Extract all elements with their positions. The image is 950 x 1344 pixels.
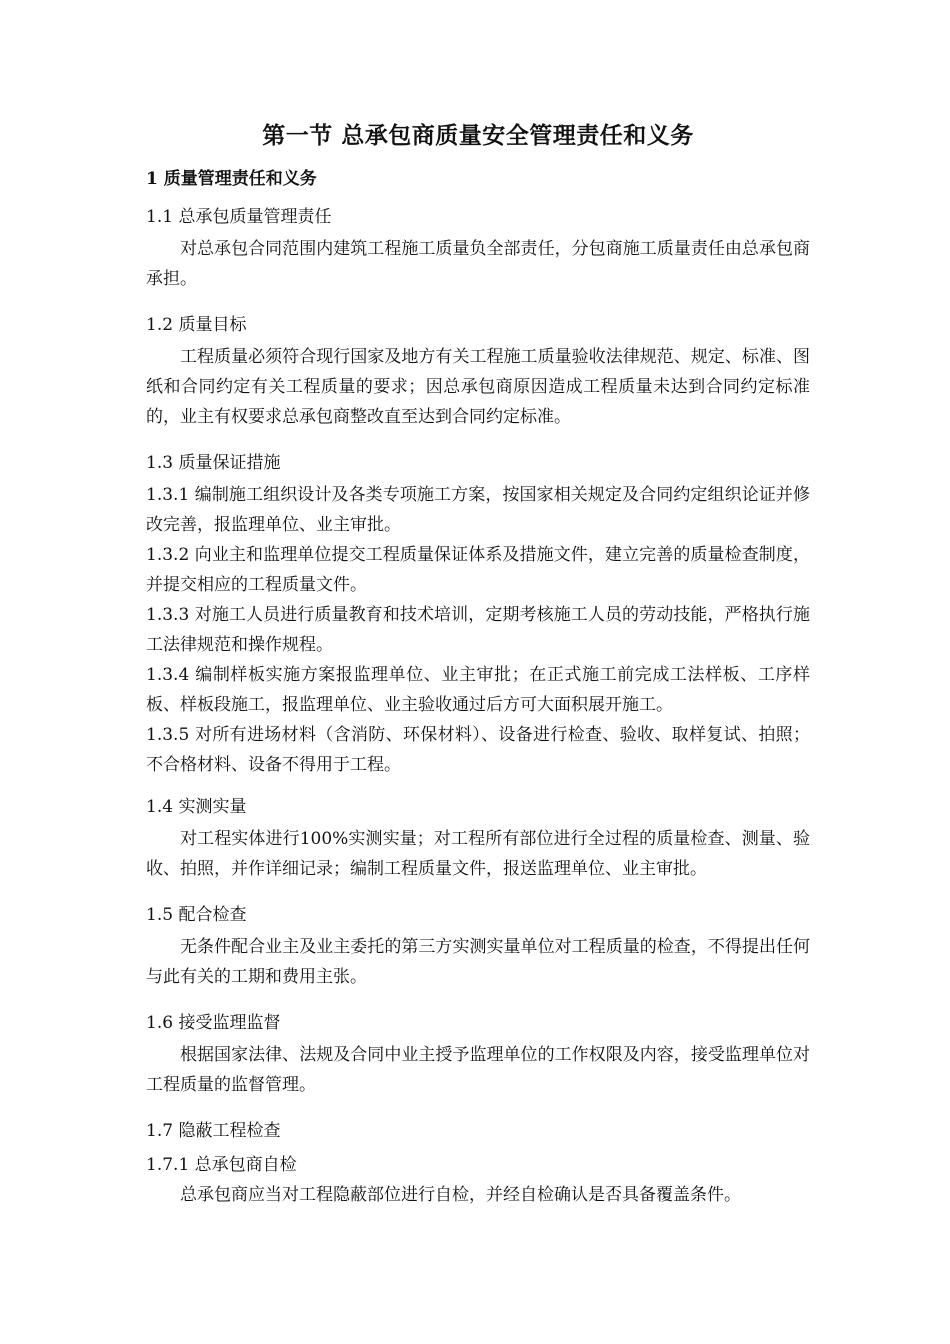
paragraph-1-7-1: 总承包商应当对工程隐蔽部位进行自检，并经自检确认是否具备覆盖条件。 — [180, 1185, 741, 1205]
list-item-1-3-2: 1.3.2 向业主和监理单位提交工程质量保证体系及措施文件，建立完善的质量检查制度，并提交相应的工程质量文件。 — [146, 545, 810, 595]
subsection-heading-1-7: 1.7 隐蔽工程检查 — [146, 1121, 281, 1141]
subsection-heading-1-7-1: 1.7.1 总承包商自检 — [146, 1155, 297, 1175]
subsection-heading-1-2: 1.2 质量目标 — [146, 315, 247, 335]
list-item-1-3-3: 1.3.3 对施工人员进行质量教育和技术培训，定期考核施工人员的劳动技能，严格执行施工法律规范和操作规程。 — [146, 605, 810, 655]
list-item-1-3-1: 1.3.1 编制施工组织设计及各类专项施工方案，按国家相关规定及合同约定组织论证并修改完善，报监理单位、业主审批。 — [146, 485, 810, 535]
paragraph-1-5: 无条件配合业主及业主委托的第三方实测实量单位对工程质量的检查，不得提出任何与此有关的工期和费用主张。 — [146, 937, 810, 987]
paragraph-1-2: 工程质量必须符合现行国家及地方有关工程施工质量验收法律规范、规定、标准、图纸和合同约定有关工程质量的要求；因总承包商原因造成工程质量未达到合同约定标准的，业主有权要求总承包商整改直至达到合同约定标准。 — [146, 347, 810, 427]
list-item-1-3-4: 1.3.4 编制样板实施方案报监理单位、业主审批；在正式施工前完成工法样板、工序样板、样板段施工，报监理单位、业主验收通过后方可大面积展开施工。 — [146, 665, 810, 715]
subsection-heading-1-6: 1.6 接受监理监督 — [146, 1013, 281, 1033]
list-item-1-3-5: 1.3.5 对所有进场材料（含消防、环保材料）、设备进行检查、验收、取样复试、拍照；不合格材料、设备不得用于工程。 — [146, 725, 810, 775]
page-title: 第一节 总承包商质量安全管理责任和义务 — [262, 122, 694, 149]
subsection-heading-1-1: 1.1 总承包质量管理责任 — [146, 207, 332, 227]
paragraph-1-6: 根据国家法律、法规及合同中业主授予监理单位的工作权限及内容，接受监理单位对工程质量的监督管理。 — [146, 1045, 810, 1095]
paragraph-1-4: 对工程实体进行100%实测实量；对工程所有部位进行全过程的质量检查、测量、验收、拍照，并作详细记录；编制工程质量文件，报送监理单位、业主审批。 — [146, 829, 810, 879]
document-page — [146, 118, 810, 1214]
subsection-heading-1-3: 1.3 质量保证措施 — [146, 453, 281, 473]
subsection-heading-1-5: 1.5 配合检查 — [146, 905, 247, 925]
paragraph-1-1: 对总承包合同范围内建筑工程施工质量负全部责任，分包商施工质量责任由总承包商承担。 — [146, 239, 810, 289]
subsection-heading-1-4: 1.4 实测实量 — [146, 797, 247, 817]
section-heading: 1 质量管理责任和义务 — [146, 169, 317, 189]
